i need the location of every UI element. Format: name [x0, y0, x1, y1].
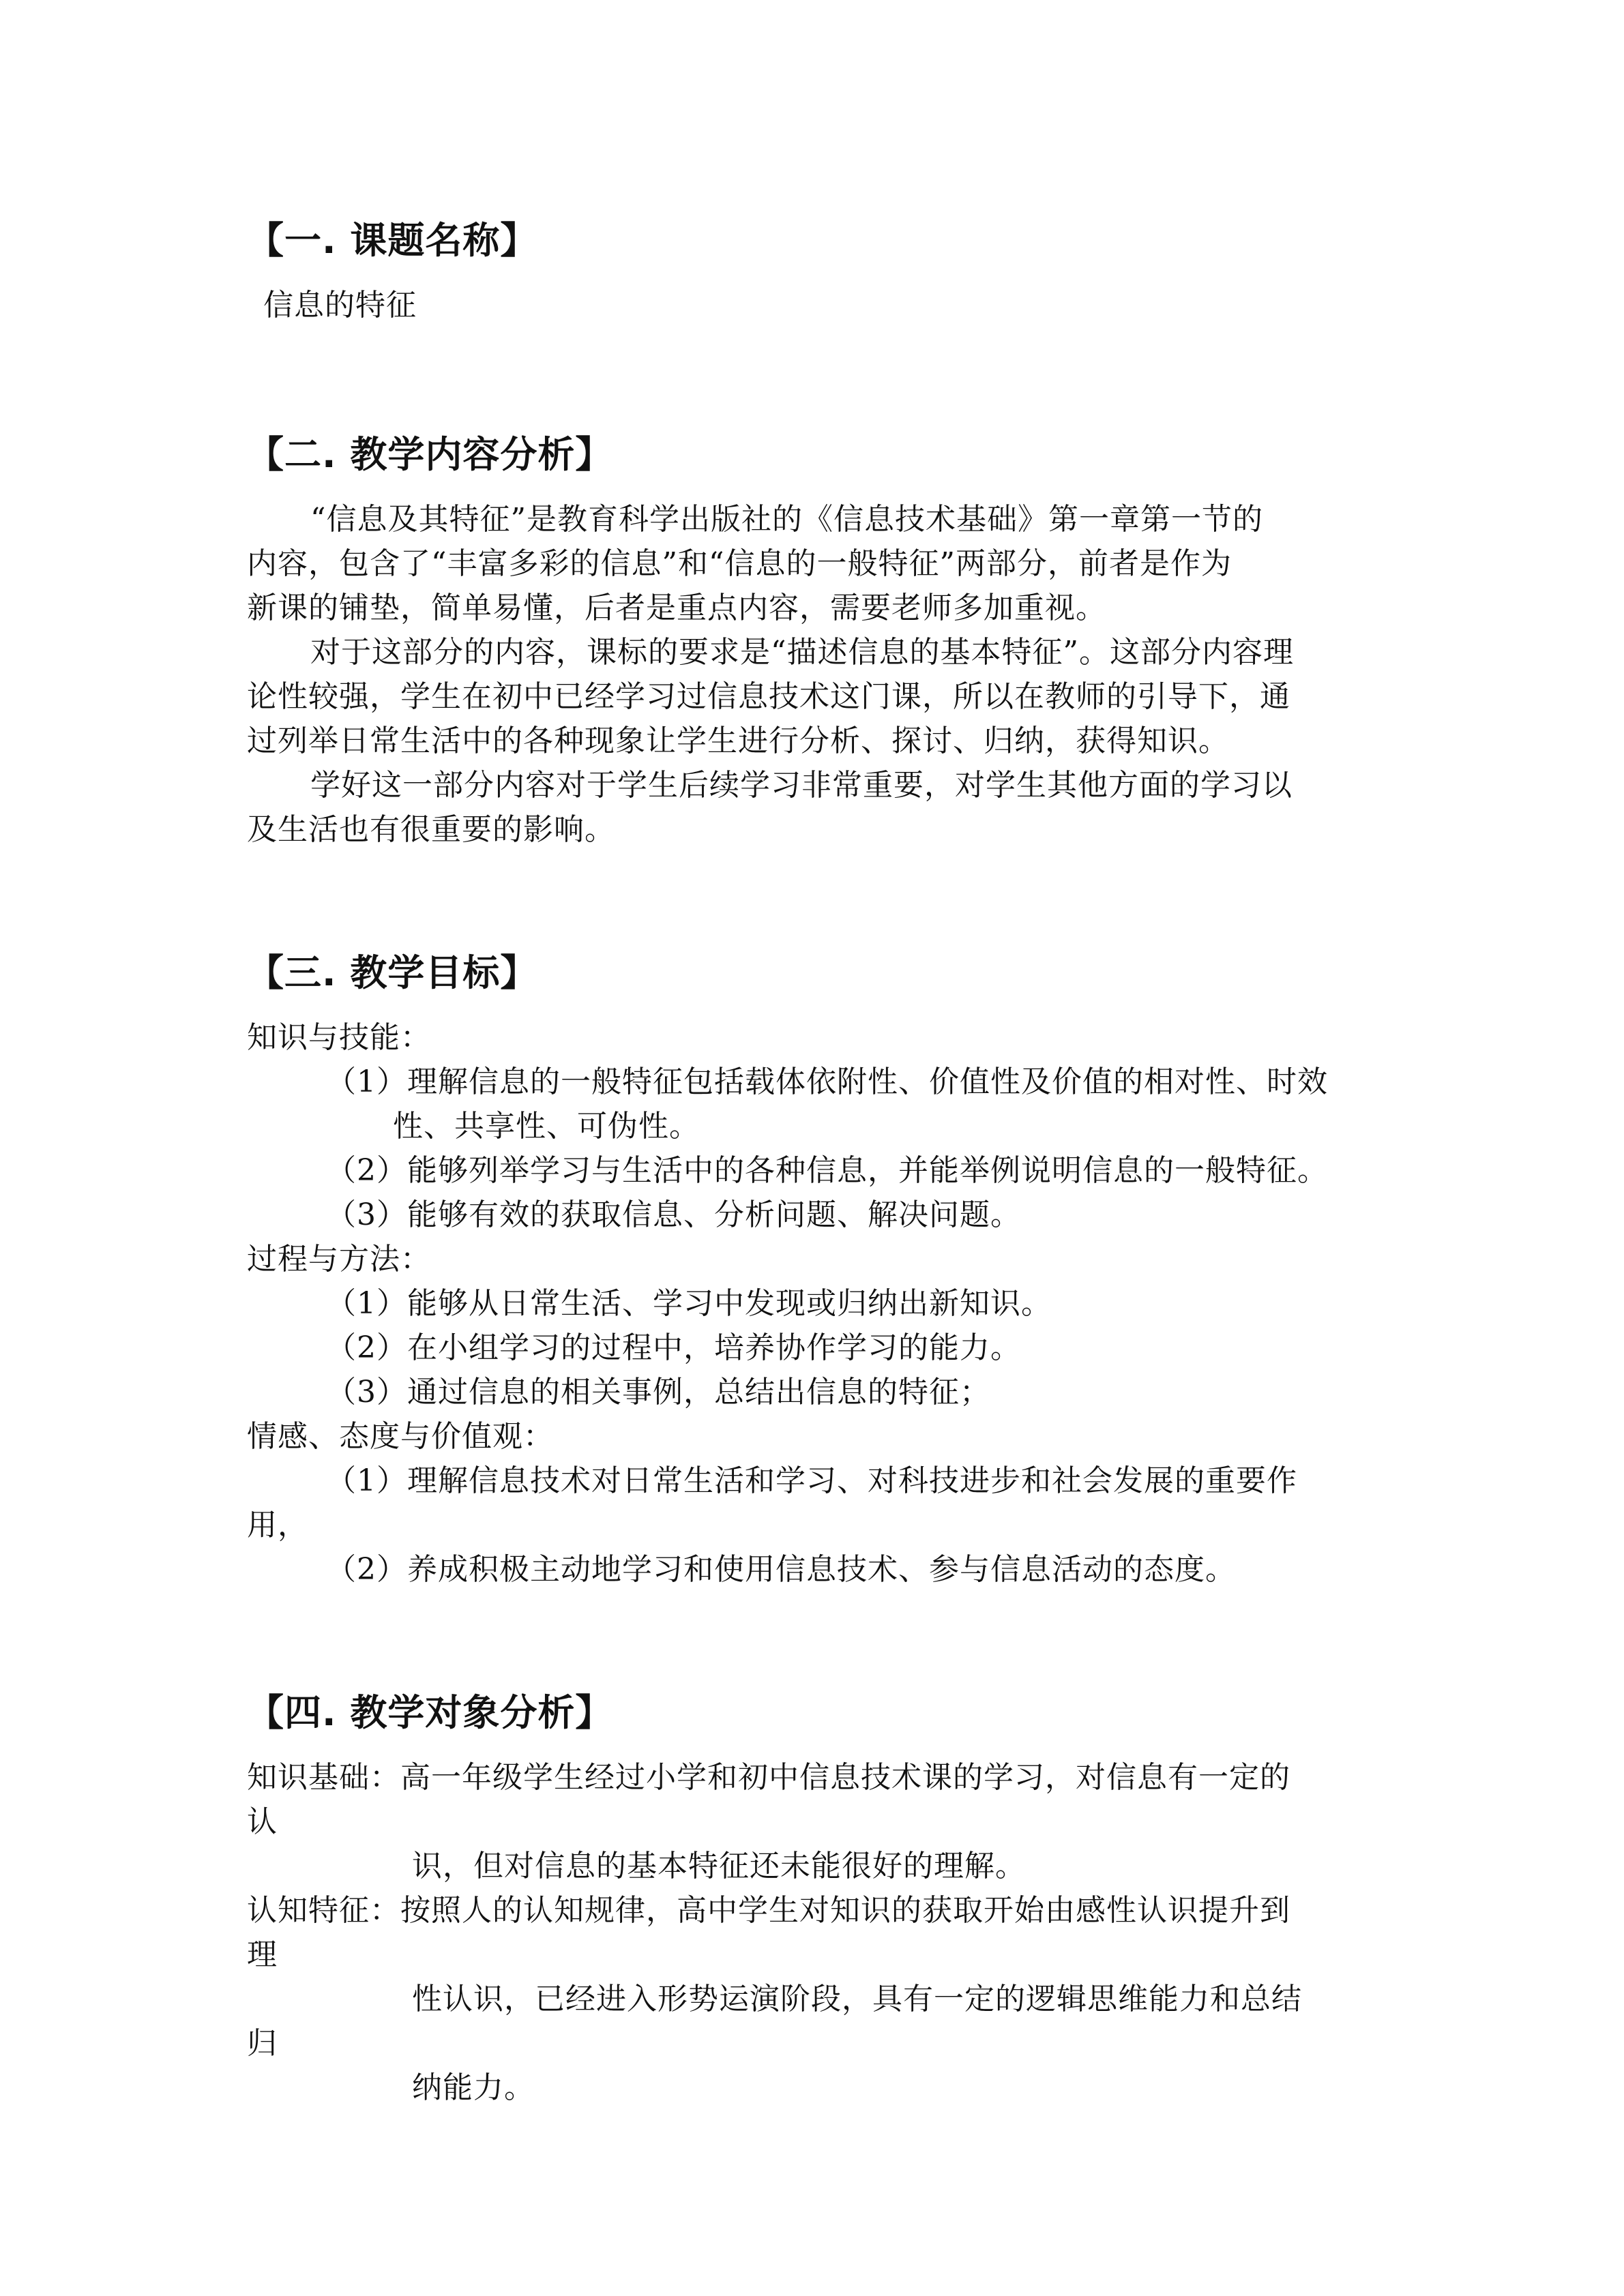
learner-analysis-line: 理: [247, 1937, 278, 1972]
section-heading-objectives: 【三. 教学目标】: [247, 951, 538, 994]
objective-category: 知识与技能：: [247, 1020, 431, 1055]
objective-category: 情感、态度与价值观：: [247, 1419, 554, 1454]
paragraph-line: 新课的铺垫，简单易懂，后者是重点内容，需要老师多加重视。: [247, 591, 1106, 625]
objective-item: （1）理解信息技术对日常生活和学习、对科技进步和社会发展的重要作: [326, 1463, 1297, 1498]
paragraph-line: 学好这一部分内容对于学生后续学习非常重要，对学生其他方面的学习以: [310, 768, 1293, 803]
topic-name: 信息的特征: [263, 288, 417, 323]
objective-item: （1）理解信息的一般特征包括载体依附性、价值性及价值的相对性、时效: [326, 1064, 1328, 1099]
objective-item: （1）能够从日常生活、学习中发现或归纳出新知识。: [326, 1286, 1052, 1321]
objective-item-continuation: 性、共享性、可伪性。: [393, 1109, 700, 1144]
learner-analysis-line: 认知特征：按照人的认知规律，高中学生对知识的获取开始由感性认识提升到: [247, 1893, 1290, 1928]
objective-category: 过程与方法：: [247, 1242, 431, 1277]
paragraph-line: “信息及其特征”是教育科学出版社的《信息技术基础》第一章第一节的: [310, 502, 1263, 537]
paragraph-line: 内容，包含了“丰富多彩的信息”和“信息的一般特征”两部分，前者是作为: [247, 546, 1232, 581]
section-heading-topic: 【一. 课题名称】: [247, 219, 538, 262]
learner-analysis-line: 认: [247, 1804, 278, 1839]
learner-analysis-line: 识，但对信息的基本特征还未能很好的理解。: [412, 1849, 1026, 1883]
objective-item: （2）养成积极主动地学习和使用信息技术、参与信息活动的态度。: [326, 1552, 1236, 1587]
paragraph-line: 及生活也有很重要的影响。: [247, 812, 615, 847]
objective-item: （3）通过信息的相关事例，总结出信息的特征；: [326, 1375, 990, 1410]
paragraph-line: 论性较强，学生在初中已经学习过信息技术这门课，所以在教师的引导下，通: [247, 679, 1290, 714]
objective-item: （2）在小组学习的过程中，培养协作学习的能力。: [326, 1330, 1021, 1365]
learner-analysis-line: 性认识，已经进入形势运演阶段，具有一定的逻辑思维能力和总结: [412, 1982, 1302, 2016]
learner-analysis-line: 归: [247, 2026, 278, 2061]
paragraph-line: 过列举日常生活中的各种现象让学生进行分析、探讨、归纳，获得知识。: [247, 724, 1229, 758]
learner-analysis-line: 纳能力。: [412, 2070, 535, 2105]
section-heading-learner-analysis: 【四. 教学对象分析】: [247, 1691, 613, 1734]
paragraph-line: 对于这部分的内容，课标的要求是“描述信息的基本特征”。这部分内容理: [310, 635, 1294, 670]
learner-analysis-line: 知识基础：高一年级学生经过小学和初中信息技术课的学习，对信息有一定的: [247, 1760, 1290, 1795]
objective-item: （3）能够有效的获取信息、分析问题、解决问题。: [326, 1197, 1021, 1232]
objective-item-continuation: 用，: [247, 1508, 308, 1542]
objective-item: （2）能够列举学习与生活中的各种信息，并能举例说明信息的一般特征。: [326, 1153, 1328, 1188]
section-heading-content-analysis: 【二. 教学内容分析】: [247, 433, 613, 476]
